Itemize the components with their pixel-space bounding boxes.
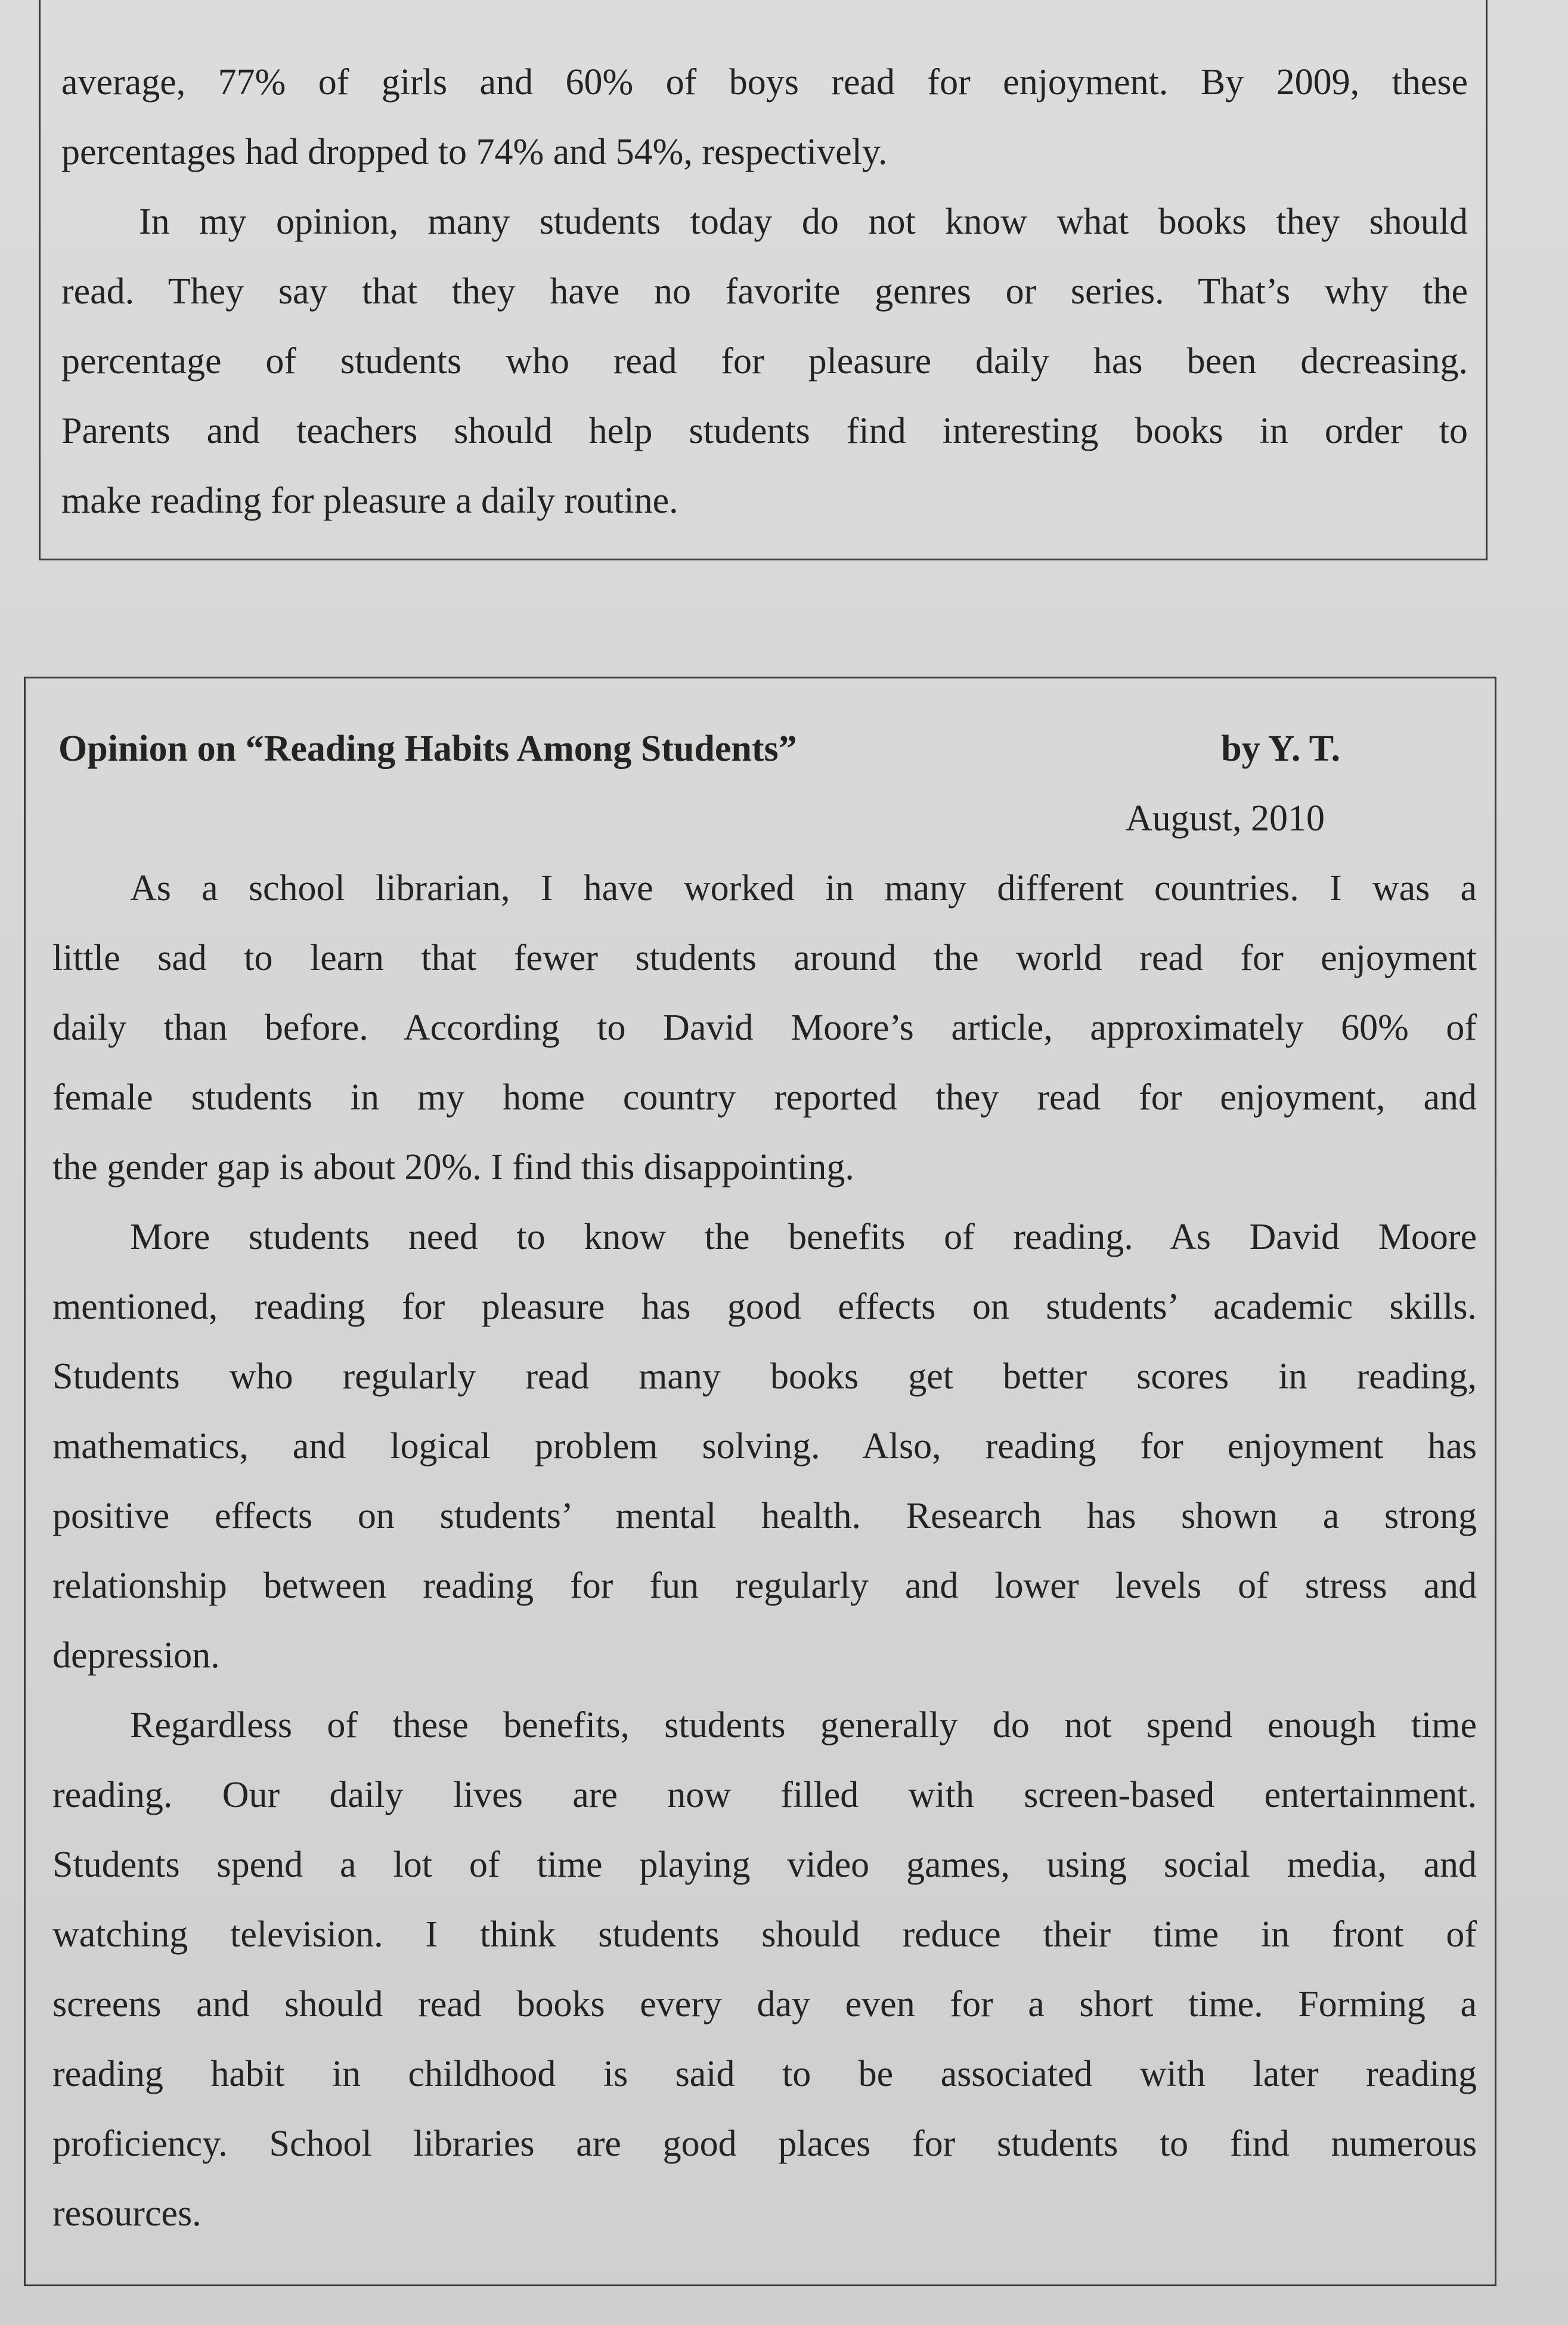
text-line: female students in my home country reported they read for enjoyment, and xyxy=(52,1077,1477,1118)
paragraph xyxy=(52,854,1477,1202)
text-line: percentages had dropped to 74% and 54%, respectively. xyxy=(61,132,888,172)
text-line: positive effects on students’ mental health. Research has shown a strong xyxy=(52,1496,1477,1536)
text-line: make reading for pleasure a daily routine. xyxy=(61,480,678,521)
opinion-title: Opinion on “Reading Habits Among Students” xyxy=(58,728,797,769)
opinion-heading xyxy=(58,714,1340,784)
paragraph xyxy=(52,1202,1477,1691)
text-line: depression. xyxy=(52,1635,220,1676)
text-line: As a school librarian, I have worked in many different countries. I was a xyxy=(130,868,1477,909)
text-line: Parents and teachers should help students find interesting books in order to xyxy=(61,411,1468,451)
opinion-byline: by Y. T. xyxy=(1221,728,1340,769)
text-line: the gender gap is about 20%. I find this disappointing. xyxy=(52,1147,854,1188)
text-line: read. They say that they have no favorite genres or series. That’s why the xyxy=(61,271,1468,312)
text-line: screens and should read books every day even for a short time. Forming a xyxy=(52,1984,1477,2025)
text-line: percentage of students who read for pleasure daily has been decreasing. xyxy=(61,341,1468,382)
text-line: resources. xyxy=(52,2193,202,2234)
text-line: Students spend a lot of time playing video games, using social media, and xyxy=(52,1844,1477,1885)
text-line: little sad to learn that fewer students around the world read for enjoyment xyxy=(52,938,1477,978)
opinion-date: August, 2010 xyxy=(1125,798,1325,839)
opinion-content xyxy=(52,854,1477,2249)
text-line: mathematics, and logical problem solving. Also, reading for enjoyment has xyxy=(52,1426,1477,1467)
text-line: proficiency. School libraries are good places for students to find numerous xyxy=(52,2124,1477,2164)
paragraph xyxy=(52,1691,1477,2249)
previous-passage-content xyxy=(61,48,1468,536)
paragraph xyxy=(61,48,1468,187)
text-line: More students need to know the benefits of reading. As David Moore xyxy=(130,1217,1477,1257)
previous-passage-box xyxy=(39,0,1488,560)
paragraph xyxy=(61,187,1468,536)
text-line: relationship between reading for fun regularly and lower levels of stress and xyxy=(52,1566,1477,1606)
text-line: mentioned, reading for pleasure has good effects on students’ academic skills. xyxy=(52,1286,1477,1327)
text-line: Students who regularly read many books get better scores in reading, xyxy=(52,1356,1477,1397)
text-line: reading. Our daily lives are now filled with screen-based entertainment. xyxy=(52,1775,1477,1815)
opinion-box xyxy=(24,677,1496,2286)
text-line: In my opinion, many students today do not know what books they should xyxy=(139,202,1468,242)
text-line: reading habit in childhood is said to be associated with later reading xyxy=(52,2054,1477,2094)
text-line: average, 77% of girls and 60% of boys read for enjoyment. By 2009, these xyxy=(61,62,1468,103)
text-line: daily than before. According to David Moore’s article, approximately 60% of xyxy=(52,1008,1477,1048)
text-line: Regardless of these benefits, students generally do not spend enough time xyxy=(130,1705,1477,1746)
text-line: watching television. I think students should reduce their time in front of xyxy=(52,1914,1477,1955)
